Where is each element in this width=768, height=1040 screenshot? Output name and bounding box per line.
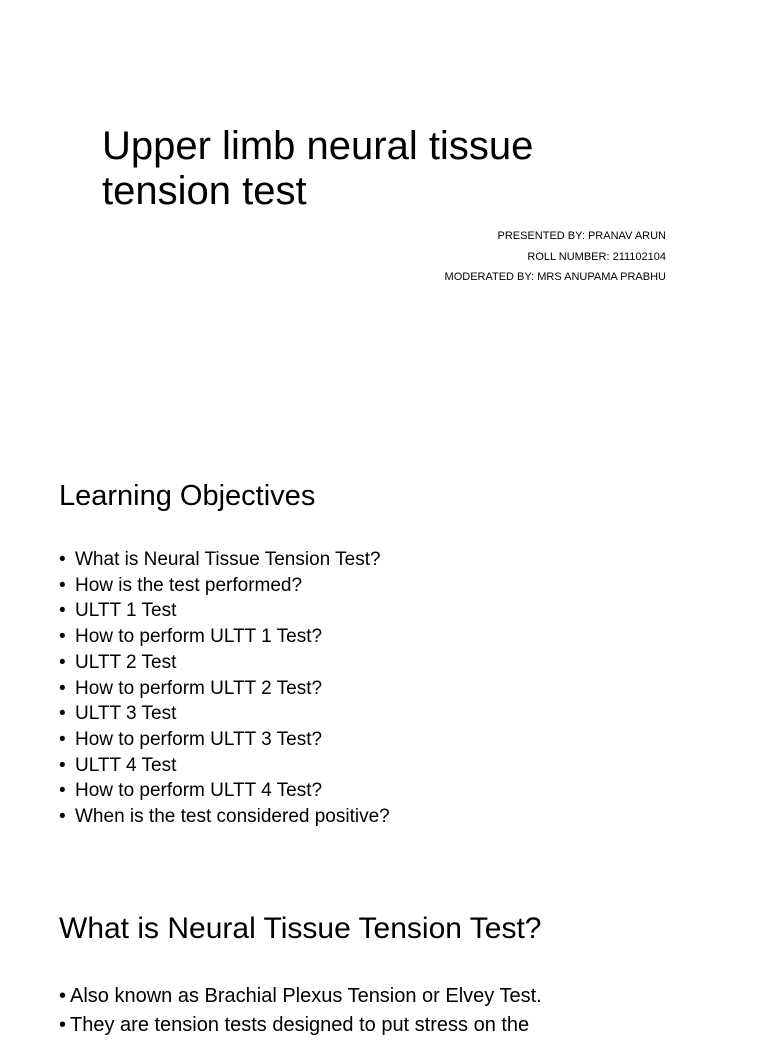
- slide-heading: Learning Objectives: [59, 480, 316, 512]
- list-item-text: ULTT 2 Test: [75, 651, 177, 673]
- presenter-info: [445, 226, 666, 288]
- list-item: [59, 573, 390, 599]
- list-item-text: How to perform ULTT 4 Test?: [75, 780, 323, 802]
- list-item-text: How is the test performed?: [75, 574, 303, 596]
- bullet-icon: •: [59, 574, 66, 596]
- list-item: [59, 727, 390, 753]
- bullet-icon: •: [59, 626, 66, 648]
- list-item: [59, 676, 390, 702]
- bullet-icon: •: [59, 651, 66, 673]
- list-item-text: How to perform ULTT 2 Test?: [75, 677, 323, 699]
- list-item: [59, 804, 390, 830]
- bullet-icon: •: [59, 985, 67, 1007]
- bullet-icon: •: [59, 703, 66, 725]
- bullet-icon: •: [59, 600, 66, 622]
- bullet-icon: •: [59, 780, 66, 802]
- moderated-by: MODERATED BY: MRS ANUPAMA PRABHU: [444, 271, 666, 283]
- list-item-text: Also known as Brachial Plexus Tension or Elvey Test.: [70, 985, 542, 1007]
- roll-number: ROLL NUMBER: 211102104: [527, 250, 666, 263]
- list-item: [59, 778, 390, 804]
- learning-objectives-slide: [0, 432, 768, 864]
- title-line-1: Upper limb neural tissue: [102, 124, 534, 168]
- list-item: [59, 982, 542, 1011]
- definition-list: [59, 982, 542, 1040]
- list-item: [59, 650, 390, 676]
- list-item-text: ULTT 4 Test: [75, 754, 177, 776]
- objectives-list: [59, 547, 390, 830]
- bullet-icon: •: [59, 1014, 67, 1036]
- presented-by: PRESENTED BY: PRANAV ARUN: [497, 230, 666, 242]
- bullet-icon: •: [59, 754, 66, 776]
- list-item: [59, 1011, 542, 1040]
- list-item-text: What is Neural Tissue Tension Test?: [75, 549, 381, 570]
- list-item-text: ULTT 3 Test: [75, 703, 177, 725]
- list-item-text: ULTT 1 Test: [75, 600, 177, 622]
- title-line-2: tension test: [102, 169, 307, 213]
- list-item: [59, 624, 390, 650]
- bullet-icon: •: [59, 677, 66, 699]
- presentation-title: [102, 124, 533, 214]
- definition-slide: [0, 864, 768, 1036]
- list-item: [59, 753, 390, 779]
- bullet-icon: •: [59, 549, 66, 570]
- bullet-icon: •: [59, 806, 66, 828]
- list-item-text: When is the test considered positive?: [75, 806, 390, 828]
- slide-heading: What is Neural Tissue Tension Test?: [59, 912, 542, 945]
- list-item: [59, 598, 390, 624]
- list-item: [59, 547, 390, 573]
- bullet-icon: •: [59, 728, 66, 750]
- list-item: [59, 701, 390, 727]
- list-item-text: How to perform ULTT 1 Test?: [75, 626, 323, 648]
- list-item-text: How to perform ULTT 3 Test?: [75, 728, 323, 750]
- list-item-text: They are tension tests designed to put stress on the: [70, 1014, 530, 1036]
- title-slide: [0, 0, 768, 432]
